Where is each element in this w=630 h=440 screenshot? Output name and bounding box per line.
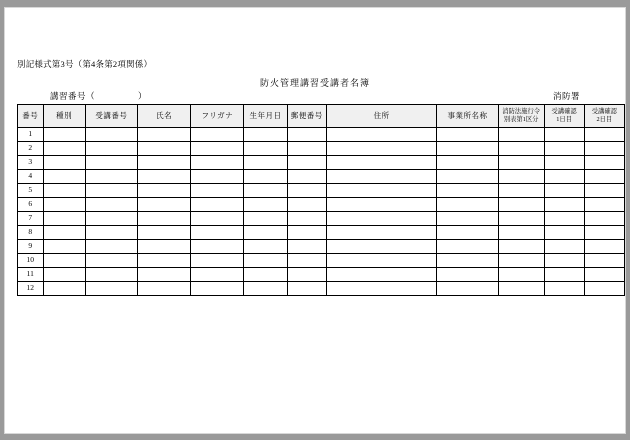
cell-empty[interactable] [43, 254, 85, 268]
cell-empty[interactable] [85, 254, 137, 268]
column-header-9: 事業所名称 [437, 105, 499, 128]
cell-empty[interactable] [287, 212, 326, 226]
cell-empty[interactable] [85, 240, 137, 254]
table-row [18, 240, 625, 254]
cell-empty[interactable] [498, 156, 544, 170]
cell-empty[interactable] [287, 170, 326, 184]
column-header-1: 番号 [18, 105, 44, 128]
table-row [18, 268, 625, 282]
column-header-3: 受講番号 [85, 105, 137, 128]
cell-empty[interactable] [326, 156, 436, 170]
cell-empty[interactable] [498, 268, 544, 282]
cell-empty[interactable] [138, 254, 191, 268]
cell-empty[interactable] [244, 282, 287, 296]
column-header-2: 種別 [43, 105, 85, 128]
cell-empty[interactable] [584, 282, 624, 296]
cell-empty[interactable] [85, 268, 137, 282]
cell-empty[interactable] [544, 198, 584, 212]
column-header-5: フリガナ [191, 105, 244, 128]
cell-empty[interactable] [544, 254, 584, 268]
cell-empty[interactable] [138, 184, 191, 198]
cell-empty[interactable] [191, 156, 244, 170]
table-row [18, 254, 625, 268]
cell-empty[interactable] [244, 198, 287, 212]
cell-empty[interactable] [498, 282, 544, 296]
cell-empty[interactable] [544, 226, 584, 240]
cell-empty[interactable] [437, 282, 499, 296]
cell-empty[interactable] [287, 254, 326, 268]
cell-empty[interactable] [85, 128, 137, 142]
cell-empty[interactable] [43, 184, 85, 198]
cell-empty[interactable] [85, 156, 137, 170]
table-row [18, 142, 625, 156]
column-header-7: 郵便番号 [287, 105, 326, 128]
cell-empty[interactable] [326, 282, 436, 296]
roster-table [17, 104, 625, 296]
cell-empty[interactable] [138, 170, 191, 184]
cell-empty[interactable] [244, 170, 287, 184]
cell-empty[interactable] [43, 268, 85, 282]
row-number: 1 [18, 128, 44, 142]
cell-empty[interactable] [584, 184, 624, 198]
cell-empty[interactable] [138, 142, 191, 156]
cell-empty[interactable] [437, 198, 499, 212]
cell-empty[interactable] [437, 128, 499, 142]
cell-empty[interactable] [437, 184, 499, 198]
cell-empty[interactable] [191, 170, 244, 184]
table-row [18, 170, 625, 184]
cell-empty[interactable] [584, 128, 624, 142]
cell-empty[interactable] [191, 184, 244, 198]
cell-empty[interactable] [326, 268, 436, 282]
cell-empty[interactable] [287, 268, 326, 282]
row-number: 10 [18, 254, 44, 268]
cell-empty[interactable] [326, 170, 436, 184]
cell-empty[interactable] [138, 128, 191, 142]
cell-empty[interactable] [326, 198, 436, 212]
cell-empty[interactable] [437, 240, 499, 254]
cell-empty[interactable] [326, 254, 436, 268]
cell-empty[interactable] [244, 254, 287, 268]
cell-empty[interactable] [287, 142, 326, 156]
cell-empty[interactable] [544, 170, 584, 184]
row-number: 5 [18, 184, 44, 198]
document-page [5, 8, 625, 433]
cell-empty[interactable] [287, 156, 326, 170]
cell-empty[interactable] [287, 184, 326, 198]
cell-empty[interactable] [584, 226, 624, 240]
cell-empty[interactable] [287, 226, 326, 240]
cell-empty[interactable] [43, 128, 85, 142]
column-header-12: 受講確認 2日目 [584, 105, 624, 128]
course-number-label: 講習番号（ [50, 91, 96, 101]
table-row [18, 184, 625, 198]
cell-empty[interactable] [498, 184, 544, 198]
cell-empty[interactable] [85, 212, 137, 226]
cell-empty[interactable] [244, 128, 287, 142]
cell-empty[interactable] [544, 282, 584, 296]
cell-empty[interactable] [43, 142, 85, 156]
row-number: 12 [18, 282, 44, 296]
cell-empty[interactable] [244, 156, 287, 170]
cell-empty[interactable] [138, 198, 191, 212]
cell-empty[interactable] [498, 240, 544, 254]
cell-empty[interactable] [498, 142, 544, 156]
table-row [18, 212, 625, 226]
cell-empty[interactable] [43, 170, 85, 184]
cell-empty[interactable] [191, 128, 244, 142]
cell-empty[interactable] [138, 282, 191, 296]
cell-empty[interactable] [544, 128, 584, 142]
cell-empty[interactable] [544, 156, 584, 170]
cell-empty[interactable] [138, 240, 191, 254]
cell-empty[interactable] [326, 226, 436, 240]
form-reference: 別記様式第3号（第4条第2項関係） [17, 59, 153, 69]
cell-empty[interactable] [43, 212, 85, 226]
cell-empty[interactable] [191, 198, 244, 212]
cell-empty[interactable] [326, 128, 436, 142]
cell-empty[interactable] [191, 268, 244, 282]
row-number: 11 [18, 268, 44, 282]
cell-empty[interactable] [85, 198, 137, 212]
cell-empty[interactable] [584, 254, 624, 268]
table-row [18, 198, 625, 212]
cell-empty[interactable] [326, 142, 436, 156]
table-header-row [18, 105, 625, 128]
cell-empty[interactable] [244, 226, 287, 240]
column-header-6: 生年月日 [244, 105, 287, 128]
cell-empty[interactable] [244, 240, 287, 254]
cell-empty[interactable] [85, 170, 137, 184]
cell-empty[interactable] [498, 128, 544, 142]
cell-empty[interactable] [244, 142, 287, 156]
cell-empty[interactable] [85, 142, 137, 156]
column-header-10: 消防法施行令 別表第1区分 [498, 105, 544, 128]
page-title: 防火管理講習受講者名簿 [259, 78, 370, 88]
row-number: 9 [18, 240, 44, 254]
cell-empty[interactable] [85, 184, 137, 198]
cell-empty[interactable] [437, 268, 499, 282]
cell-empty[interactable] [584, 268, 624, 282]
cell-empty[interactable] [191, 142, 244, 156]
cell-empty[interactable] [437, 156, 499, 170]
cell-empty[interactable] [138, 268, 191, 282]
cell-empty[interactable] [287, 198, 326, 212]
cell-empty[interactable] [498, 212, 544, 226]
cell-empty[interactable] [437, 254, 499, 268]
table-row [18, 128, 625, 142]
row-number: 7 [18, 212, 44, 226]
table-row [18, 156, 625, 170]
cell-empty[interactable] [43, 198, 85, 212]
cell-empty[interactable] [43, 240, 85, 254]
column-header-8: 住所 [326, 105, 436, 128]
cell-empty[interactable] [498, 254, 544, 268]
cell-empty[interactable] [437, 226, 499, 240]
cell-empty[interactable] [287, 240, 326, 254]
cell-empty[interactable] [437, 170, 499, 184]
cell-empty[interactable] [287, 282, 326, 296]
row-number: 8 [18, 226, 44, 240]
cell-empty[interactable] [191, 240, 244, 254]
course-number-value: ） [138, 91, 147, 101]
subheader-row [5, 90, 625, 104]
cell-empty[interactable] [498, 170, 544, 184]
cell-empty[interactable] [544, 268, 584, 282]
cell-empty[interactable] [138, 156, 191, 170]
cell-empty[interactable] [43, 282, 85, 296]
cell-empty[interactable] [584, 212, 624, 226]
cell-empty[interactable] [544, 184, 584, 198]
cell-empty[interactable] [584, 142, 624, 156]
cell-empty[interactable] [498, 226, 544, 240]
cell-empty[interactable] [544, 240, 584, 254]
cell-empty[interactable] [43, 226, 85, 240]
column-header-11: 受講確認 1日目 [544, 105, 584, 128]
cell-empty[interactable] [498, 198, 544, 212]
cell-empty[interactable] [138, 226, 191, 240]
cell-empty[interactable] [85, 226, 137, 240]
cell-empty[interactable] [544, 142, 584, 156]
cell-empty[interactable] [191, 254, 244, 268]
cell-empty[interactable] [191, 282, 244, 296]
cell-empty[interactable] [584, 240, 624, 254]
cell-empty[interactable] [437, 212, 499, 226]
cell-empty[interactable] [138, 212, 191, 226]
column-header-4: 氏名 [138, 105, 191, 128]
table-row [18, 226, 625, 240]
cell-empty[interactable] [244, 184, 287, 198]
row-number: 4 [18, 170, 44, 184]
cell-empty[interactable] [326, 212, 436, 226]
cell-empty[interactable] [191, 212, 244, 226]
cell-empty[interactable] [43, 156, 85, 170]
cell-empty[interactable] [584, 156, 624, 170]
table-body [18, 128, 625, 296]
cell-empty[interactable] [544, 212, 584, 226]
cell-empty[interactable] [326, 184, 436, 198]
cell-empty[interactable] [437, 142, 499, 156]
cell-empty[interactable] [326, 240, 436, 254]
row-number: 6 [18, 198, 44, 212]
cell-empty[interactable] [85, 282, 137, 296]
cell-empty[interactable] [584, 170, 624, 184]
cell-empty[interactable] [584, 198, 624, 212]
row-number: 2 [18, 142, 44, 156]
cell-empty[interactable] [287, 128, 326, 142]
table-row [18, 282, 625, 296]
cell-empty[interactable] [244, 268, 287, 282]
cell-empty[interactable] [244, 212, 287, 226]
fire-department-label: 消防署 [553, 91, 581, 101]
cell-empty[interactable] [191, 226, 244, 240]
row-number: 3 [18, 156, 44, 170]
